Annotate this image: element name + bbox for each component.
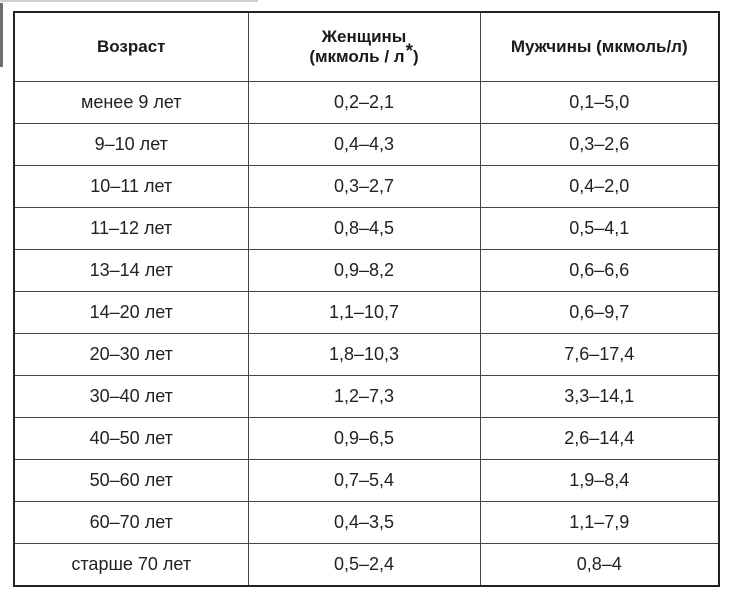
header-women-unit-close: ): [413, 47, 419, 66]
women-value-cell: 0,4–4,3: [248, 124, 480, 166]
men-value-cell: 1,9–8,4: [480, 460, 719, 502]
men-value-cell: 1,1–7,9: [480, 502, 719, 544]
women-value-cell: 0,3–2,7: [248, 166, 480, 208]
age-cell: 9–10 лет: [14, 124, 248, 166]
men-value-cell: 3,3–14,1: [480, 376, 719, 418]
women-value-cell: 0,5–2,4: [248, 544, 480, 587]
table-row: [14, 292, 719, 334]
table-row: [14, 334, 719, 376]
table-row: [14, 82, 719, 124]
men-value-cell: 2,6–14,4: [480, 418, 719, 460]
women-value-cell: 0,4–3,5: [248, 502, 480, 544]
table-row: [14, 166, 719, 208]
men-value-cell: 0,6–6,6: [480, 250, 719, 292]
women-value-cell: 0,7–5,4: [248, 460, 480, 502]
men-value-cell: 7,6–17,4: [480, 334, 719, 376]
table-row: [14, 418, 719, 460]
reference-values-table: [13, 11, 720, 587]
women-value-cell: 0,8–4,5: [248, 208, 480, 250]
footnote-asterisk: *: [405, 41, 413, 62]
age-cell: 30–40 лет: [14, 376, 248, 418]
table-row: [14, 460, 719, 502]
header-men: Мужчины (мкмоль/л): [480, 12, 719, 82]
table-row: [14, 208, 719, 250]
age-cell: старше 70 лет: [14, 544, 248, 587]
men-value-cell: 0,8–4: [480, 544, 719, 587]
header-row: [14, 12, 719, 82]
women-value-cell: 0,9–6,5: [248, 418, 480, 460]
top-divider: [0, 0, 258, 2]
header-women-unit: [249, 41, 480, 67]
men-value-cell: 0,3–2,6: [480, 124, 719, 166]
women-value-cell: 0,2–2,1: [248, 82, 480, 124]
age-cell: 40–50 лет: [14, 418, 248, 460]
table-row: [14, 124, 719, 166]
header-age: Возраст: [14, 12, 248, 82]
header-women-title: Женщины: [321, 27, 407, 46]
header-women-unit-text: (мкмоль / л: [309, 47, 405, 66]
women-value-cell: 1,2–7,3: [248, 376, 480, 418]
men-value-cell: 0,5–4,1: [480, 208, 719, 250]
table-row: [14, 544, 719, 587]
men-value-cell: 0,4–2,0: [480, 166, 719, 208]
table-row: [14, 376, 719, 418]
age-cell: 13–14 лет: [14, 250, 248, 292]
women-value-cell: 1,8–10,3: [248, 334, 480, 376]
left-edge-bar: [0, 3, 3, 67]
header-women: [248, 12, 480, 82]
women-value-cell: 0,9–8,2: [248, 250, 480, 292]
table-row: [14, 250, 719, 292]
age-cell: 14–20 лет: [14, 292, 248, 334]
age-cell: 10–11 лет: [14, 166, 248, 208]
women-value-cell: 1,1–10,7: [248, 292, 480, 334]
men-value-cell: 0,6–9,7: [480, 292, 719, 334]
age-cell: 20–30 лет: [14, 334, 248, 376]
age-cell: 50–60 лет: [14, 460, 248, 502]
men-value-cell: 0,1–5,0: [480, 82, 719, 124]
age-cell: 11–12 лет: [14, 208, 248, 250]
table-row: [14, 502, 719, 544]
age-cell: 60–70 лет: [14, 502, 248, 544]
age-cell: менее 9 лет: [14, 82, 248, 124]
